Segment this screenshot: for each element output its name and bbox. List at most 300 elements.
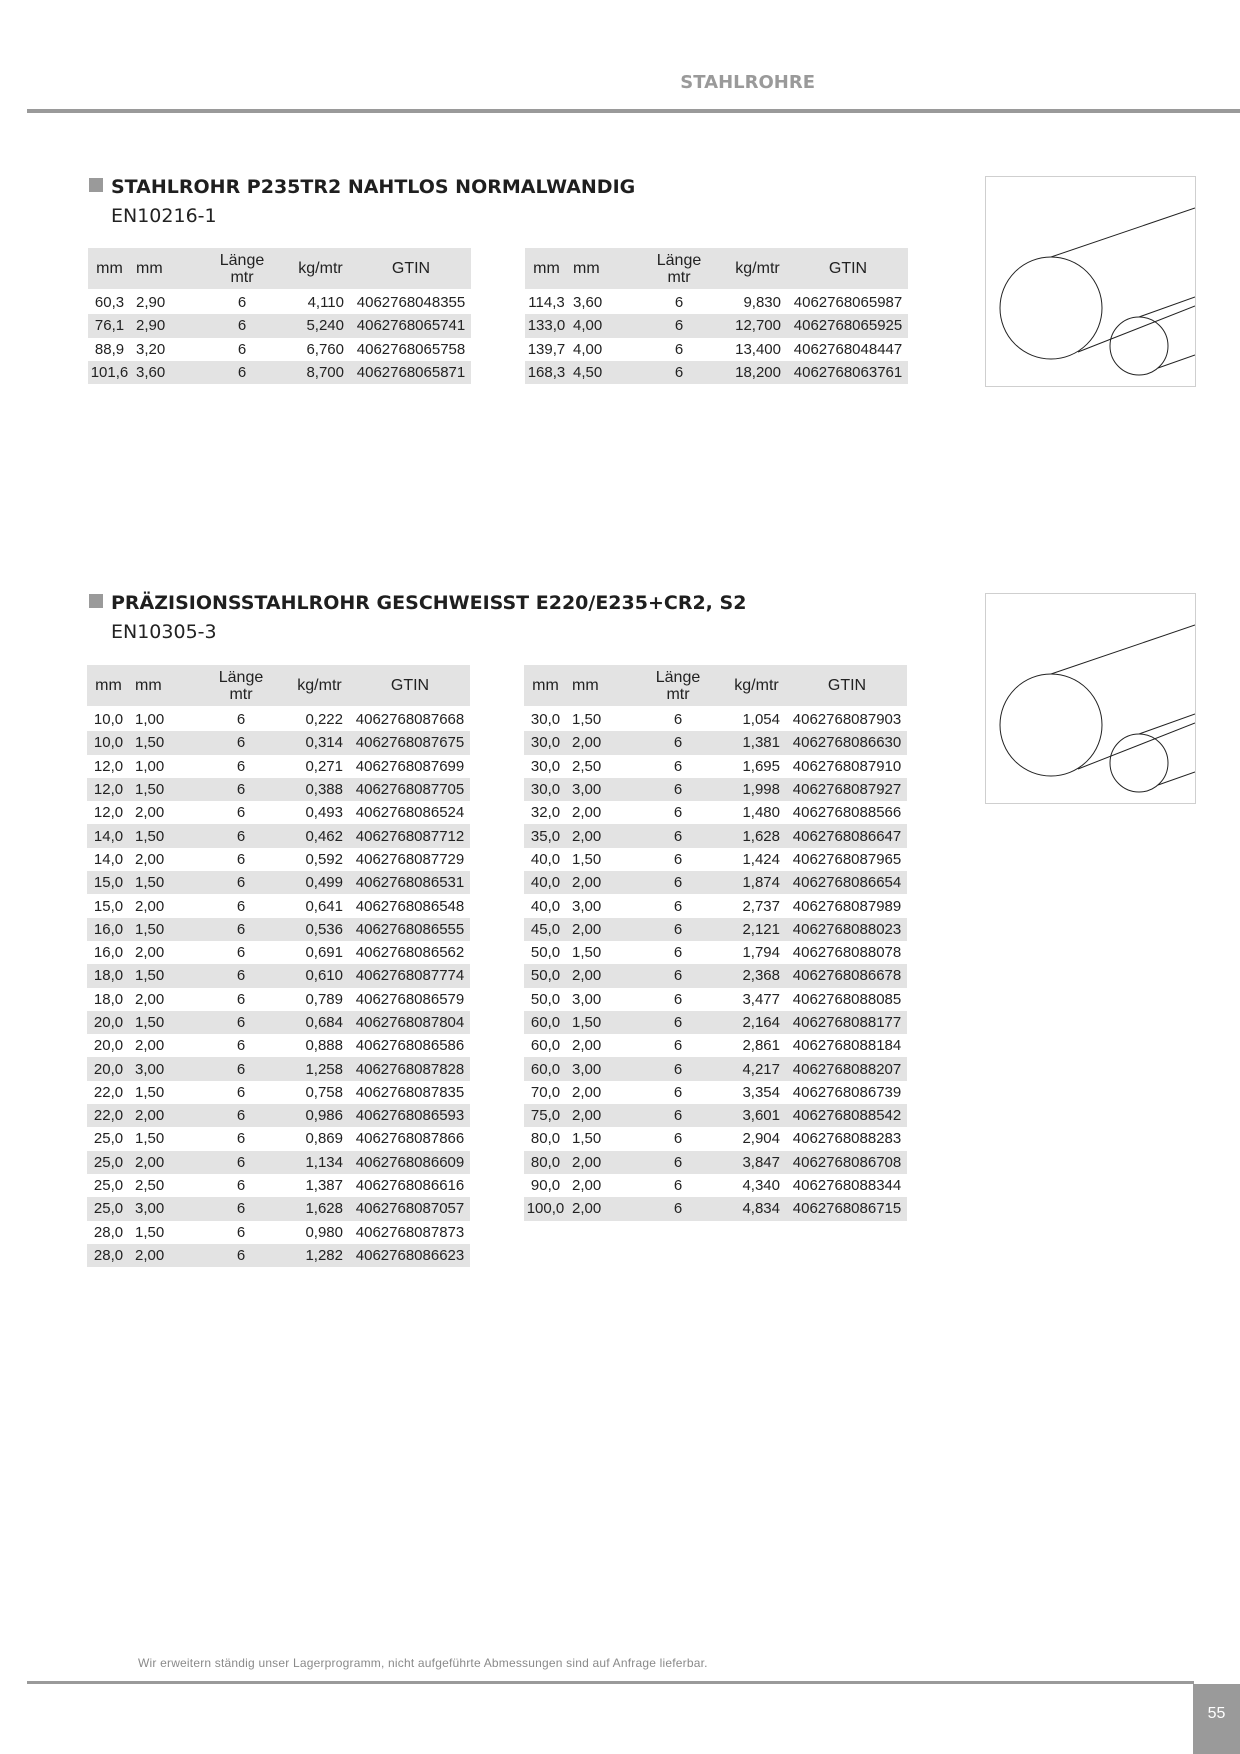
column-header: GTIN — [350, 665, 470, 706]
table-cell: 35,0 — [524, 824, 567, 847]
table-row — [87, 1057, 470, 1080]
table-cell: 6 — [673, 1177, 683, 1195]
table-cell: 2,00 — [135, 804, 165, 822]
table-cell: 40,0 — [530, 897, 561, 915]
table-row — [88, 289, 471, 314]
table-cell: 6 — [236, 711, 246, 729]
table-cell: 4,217 — [726, 1057, 787, 1080]
table-cell: 6 — [673, 850, 683, 868]
column-header: kg/mtr — [290, 248, 351, 289]
table-cell: 0,641 — [305, 897, 343, 915]
table-cell: 2,00 — [567, 1151, 630, 1174]
table-cell: 30,0 — [530, 711, 561, 729]
table-cell: 14,0 — [87, 824, 130, 847]
table-cell: 6 — [236, 1083, 246, 1101]
table-row — [87, 1104, 470, 1127]
table-cell: 114,3 — [528, 294, 565, 312]
table-cell: 6 — [194, 314, 290, 337]
table-row — [87, 706, 470, 731]
table-cell: 28,0 — [87, 1244, 130, 1267]
table-cell: 6 — [674, 340, 684, 358]
table-cell: 15,0 — [87, 871, 130, 894]
table-cell: 0,493 — [305, 804, 343, 822]
column-header: mm — [131, 248, 194, 289]
table-cell: 6 — [630, 1011, 726, 1034]
section-marker-icon — [89, 178, 103, 192]
table-cell: 22,0 — [87, 1104, 130, 1127]
table-cell: 12,700 — [727, 314, 788, 337]
table-cell: 4062768086555 — [350, 918, 470, 941]
table-cell: 0,758 — [305, 1083, 343, 1101]
table-row — [87, 871, 470, 894]
table-row — [87, 824, 470, 847]
column-header: kg/mtr — [727, 248, 788, 289]
column-header: GTIN — [787, 665, 907, 706]
table-cell: 4062768087903 — [792, 711, 902, 729]
table-cell: 2,00 — [130, 1151, 193, 1174]
table-cell: 4062768087774 — [350, 964, 470, 987]
table-cell: 4062768087675 — [350, 731, 470, 754]
table-cell: 2,00 — [572, 1177, 602, 1195]
table-cell: 1,282 — [289, 1244, 350, 1267]
table-cell: 101,6 — [88, 361, 131, 384]
table-cell: 5,240 — [290, 314, 351, 337]
table-cell: 45,0 — [524, 918, 567, 941]
table-cell: 6 — [673, 1083, 683, 1101]
header-divider — [27, 109, 1240, 113]
column-header: mm — [524, 665, 567, 706]
table-cell: 168,3 — [525, 361, 568, 384]
table-cell: 60,0 — [530, 1037, 561, 1055]
table-cell: 6 — [193, 1244, 289, 1267]
table-cell: 2,00 — [567, 871, 630, 894]
pipes-illustration-2 — [985, 593, 1196, 804]
table-cell: 2,861 — [742, 1037, 780, 1055]
table-cell: 18,200 — [727, 361, 788, 384]
table-cell: 4,834 — [726, 1197, 787, 1220]
table-cell: 4062768086609 — [350, 1151, 470, 1174]
table-cell: 6 — [236, 1177, 246, 1195]
table-cell: 3,00 — [130, 1197, 193, 1220]
table-cell: 4062768087712 — [350, 824, 470, 847]
table-cell: 2,00 — [567, 1197, 630, 1220]
table-cell: 4062768087910 — [792, 757, 902, 775]
table-cell: 6 — [631, 314, 727, 337]
table-row — [524, 731, 907, 754]
table-row — [87, 731, 470, 754]
table-cell: 1,50 — [135, 1130, 165, 1148]
table-row — [524, 1081, 907, 1104]
table-cell: 3,00 — [572, 990, 602, 1008]
table-cell: 6 — [630, 1197, 726, 1220]
table-cell: 1,50 — [130, 1011, 193, 1034]
table-cell: 6 — [236, 1037, 246, 1055]
table-cell: 2,90 — [136, 294, 166, 312]
table-cell: 1,50 — [572, 850, 602, 868]
table-row — [87, 964, 470, 987]
table-cell: 13,400 — [735, 340, 781, 358]
table-row — [88, 361, 471, 384]
table-cell: 25,0 — [87, 1151, 130, 1174]
table-cell: 6 — [673, 990, 683, 1008]
table-cell: 4062768088283 — [792, 1130, 902, 1148]
table-cell: 1,054 — [742, 711, 780, 729]
table-cell: 1,50 — [572, 711, 602, 729]
table-cell: 30,0 — [524, 778, 567, 801]
column-header: mm — [567, 665, 630, 706]
table-cell: 25,0 — [93, 1177, 124, 1195]
column-header: mm — [88, 248, 131, 289]
table-cell: 6 — [236, 757, 246, 775]
column-header: mm — [525, 248, 568, 289]
table-cell: 6 — [630, 964, 726, 987]
table-cell: 4,00 — [573, 340, 603, 358]
table-cell: 0,314 — [289, 731, 350, 754]
table-cell: 4062768087729 — [355, 850, 465, 868]
table-cell: 6 — [193, 1057, 289, 1080]
table-cell: 4062768088344 — [792, 1177, 902, 1195]
table-row — [524, 894, 907, 917]
table-header-row — [525, 248, 908, 289]
table-cell: 2,90 — [131, 314, 194, 337]
table-cell: 80,0 — [530, 1130, 561, 1148]
section-2-title-text: PRÄZISIONSSTAHLROHR GESCHWEISST E220/E235+CR2, S2 — [111, 592, 747, 614]
section-marker-icon — [89, 594, 103, 608]
table-row — [524, 918, 907, 941]
table-cell: 6 — [673, 711, 683, 729]
table-cell: 4062768087828 — [350, 1057, 470, 1080]
table-cell: 1,695 — [742, 757, 780, 775]
table-cell: 8,700 — [290, 361, 351, 384]
table-cell: 20,0 — [93, 1037, 124, 1055]
table-cell: 2,00 — [572, 1037, 602, 1055]
table-cell: 0,271 — [305, 757, 343, 775]
table-cell: 6 — [193, 824, 289, 847]
table-cell: 6 — [630, 918, 726, 941]
table-cell: 1,00 — [135, 711, 165, 729]
table-cell: 3,20 — [136, 340, 166, 358]
page-number: 55 — [1193, 1684, 1240, 1754]
section-2-table-right — [524, 665, 907, 1221]
table-cell: 1,50 — [572, 944, 602, 962]
table-row — [87, 918, 470, 941]
table-cell: 9,830 — [743, 294, 781, 312]
table-cell: 4062768086654 — [787, 871, 907, 894]
table-cell: 1,50 — [567, 1011, 630, 1034]
table-cell: 28,0 — [93, 1223, 124, 1241]
table-row — [87, 1221, 470, 1244]
table-cell: 2,00 — [135, 850, 165, 868]
table-cell: 16,0 — [93, 944, 124, 962]
table-cell: 4062768086593 — [350, 1104, 470, 1127]
table-cell: 2,00 — [135, 897, 165, 915]
table-cell: 40,0 — [530, 850, 561, 868]
table-cell: 32,0 — [530, 804, 561, 822]
table-cell: 60,0 — [524, 1011, 567, 1034]
table-row — [87, 894, 470, 917]
table-cell: 4062768088542 — [787, 1104, 907, 1127]
pipes-illustration-icon — [986, 594, 1195, 803]
table-row — [524, 1151, 907, 1174]
table-cell: 6 — [630, 824, 726, 847]
table-row — [524, 941, 907, 964]
table-cell: 3,477 — [742, 990, 780, 1008]
table-row — [524, 848, 907, 871]
section-1-table-left — [88, 248, 471, 384]
table-cell: 6 — [674, 294, 684, 312]
table-cell: 4062768087668 — [355, 711, 465, 729]
table-row — [524, 871, 907, 894]
table-cell: 2,50 — [572, 757, 602, 775]
table-cell: 1,50 — [130, 778, 193, 801]
table-cell: 6 — [193, 871, 289, 894]
table-cell: 4062768088184 — [792, 1037, 902, 1055]
table-row — [87, 988, 470, 1011]
table-cell: 4062768088207 — [787, 1057, 907, 1080]
table-cell: 6 — [193, 1197, 289, 1220]
table-cell: 133,0 — [525, 314, 568, 337]
table-cell: 4062768087804 — [350, 1011, 470, 1034]
table-cell: 6 — [630, 1057, 726, 1080]
column-header: GTIN — [351, 248, 471, 289]
footer-note: Wir erweitern ständig unser Lagerprogramm, nicht aufgeführte Abmessungen sind auf Anfrage lieferbar. — [138, 1656, 708, 1670]
table-cell: 4062768087927 — [787, 778, 907, 801]
section-1-table-right — [525, 248, 908, 384]
table-cell: 4062768087873 — [355, 1223, 465, 1241]
table-cell: 25,0 — [87, 1197, 130, 1220]
table-cell: 6 — [237, 340, 247, 358]
table-cell: 2,00 — [567, 964, 630, 987]
table-cell: 2,00 — [135, 944, 165, 962]
table-cell: 10,0 — [93, 711, 124, 729]
table-cell: 4062768087835 — [355, 1083, 465, 1101]
table-cell: 75,0 — [524, 1104, 567, 1127]
table-cell: 1,50 — [130, 731, 193, 754]
table-cell: 2,00 — [135, 1037, 165, 1055]
table-row — [524, 1011, 907, 1034]
column-header: Länge mtr — [194, 248, 290, 289]
table-row — [525, 338, 908, 361]
table-cell: 4062768086616 — [355, 1177, 465, 1195]
table-row — [88, 314, 471, 337]
page-header-title: STAHLROHRE — [680, 72, 815, 93]
table-cell: 15,0 — [93, 897, 124, 915]
table-cell: 2,00 — [572, 804, 602, 822]
table-row — [525, 361, 908, 384]
table-cell: 4062768086739 — [792, 1083, 902, 1101]
table-cell: 0,592 — [305, 850, 343, 868]
table-row — [87, 1127, 470, 1150]
table-cell: 2,00 — [135, 990, 165, 1008]
table-cell: 4062768088085 — [792, 990, 902, 1008]
section-1-title — [89, 176, 635, 198]
table-cell: 6 — [236, 897, 246, 915]
table-cell: 4062768088566 — [792, 804, 902, 822]
table-cell: 20,0 — [87, 1057, 130, 1080]
table-cell: 4,110 — [307, 294, 344, 312]
table-cell: 4062768086562 — [355, 944, 465, 962]
table-row — [87, 1244, 470, 1267]
table-cell: 16,0 — [87, 918, 130, 941]
table-cell: 1,381 — [726, 731, 787, 754]
table-cell: 4062768065871 — [351, 361, 471, 384]
table-cell: 0,388 — [289, 778, 350, 801]
table-cell: 12,0 — [93, 757, 124, 775]
table-cell: 6 — [194, 361, 290, 384]
table-cell: 4062768086586 — [355, 1037, 465, 1055]
column-header: mm — [130, 665, 193, 706]
table-row — [88, 338, 471, 361]
table-cell: 14,0 — [93, 850, 124, 868]
table-cell: 50,0 — [530, 944, 561, 962]
table-cell: 4062768086579 — [355, 990, 465, 1008]
table-row — [524, 1104, 907, 1127]
table-cell: 2,00 — [567, 731, 630, 754]
table-cell: 4062768087866 — [355, 1130, 465, 1148]
column-header: mm — [568, 248, 631, 289]
table-cell: 4062768086531 — [350, 871, 470, 894]
table-cell: 70,0 — [530, 1083, 561, 1101]
table-cell: 2,368 — [726, 964, 787, 987]
table-cell: 1,50 — [135, 1223, 165, 1241]
table-cell: 6 — [193, 778, 289, 801]
table-row — [524, 1174, 907, 1197]
table-cell: 4062768048355 — [356, 294, 466, 312]
table-cell: 6 — [673, 1037, 683, 1055]
table-cell: 6 — [193, 731, 289, 754]
table-row — [524, 988, 907, 1011]
table-cell: 2,164 — [726, 1011, 787, 1034]
table-cell: 6 — [631, 361, 727, 384]
table-cell: 6 — [193, 1151, 289, 1174]
table-cell: 6 — [236, 1223, 246, 1241]
table-cell: 1,50 — [130, 918, 193, 941]
table-cell: 4062768087989 — [792, 897, 902, 915]
table-cell: 2,00 — [130, 1244, 193, 1267]
table-cell: 90,0 — [530, 1177, 561, 1195]
table-row — [525, 314, 908, 337]
table-cell: 6 — [193, 1011, 289, 1034]
table-cell: 1,50 — [130, 964, 193, 987]
table-cell: 3,00 — [130, 1057, 193, 1080]
table-cell: 3,00 — [572, 897, 602, 915]
table-row — [524, 778, 907, 801]
table-cell: 0,888 — [305, 1037, 343, 1055]
table-cell: 4062768088177 — [787, 1011, 907, 1034]
table-row — [524, 706, 907, 731]
table-cell: 4062768086548 — [355, 897, 465, 915]
table-cell: 6 — [673, 757, 683, 775]
table-cell: 6 — [236, 850, 246, 868]
table-cell: 6 — [630, 871, 726, 894]
table-cell: 4062768086708 — [787, 1151, 907, 1174]
table-cell: 1,258 — [289, 1057, 350, 1080]
table-row — [524, 1057, 907, 1080]
table-cell: 4062768086678 — [787, 964, 907, 987]
table-cell: 4,50 — [568, 361, 631, 384]
pipes-illustration-icon — [986, 177, 1195, 386]
table-cell: 0,869 — [305, 1130, 343, 1148]
column-header: GTIN — [788, 248, 908, 289]
table-cell: 0,986 — [289, 1104, 350, 1127]
table-row — [87, 1174, 470, 1197]
table-cell: 3,601 — [726, 1104, 787, 1127]
pipes-illustration-1 — [985, 176, 1196, 387]
table-cell: 4062768048447 — [793, 340, 903, 358]
table-cell: 0,462 — [289, 824, 350, 847]
table-cell: 1,134 — [289, 1151, 350, 1174]
column-header: kg/mtr — [726, 665, 787, 706]
table-cell: 20,0 — [87, 1011, 130, 1034]
table-cell: 6 — [630, 1104, 726, 1127]
table-cell: 88,9 — [94, 340, 125, 358]
table-row — [524, 801, 907, 824]
table-cell: 6 — [630, 778, 726, 801]
table-cell: 0,691 — [305, 944, 343, 962]
table-cell: 6 — [673, 1130, 683, 1148]
table-row — [87, 1011, 470, 1034]
table-row — [87, 1034, 470, 1057]
table-cell: 6 — [193, 1104, 289, 1127]
table-row — [87, 848, 470, 871]
table-cell: 4062768088023 — [787, 918, 907, 941]
table-cell: 1,480 — [742, 804, 780, 822]
table-cell: 6 — [673, 944, 683, 962]
table-cell: 1,50 — [130, 871, 193, 894]
table-cell: 6 — [236, 990, 246, 1008]
table-cell: 4062768086715 — [787, 1197, 907, 1220]
table-cell: 1,628 — [726, 824, 787, 847]
table-row — [87, 1197, 470, 1220]
table-cell: 0,789 — [305, 990, 343, 1008]
table-row — [524, 1197, 907, 1220]
table-cell: 18,0 — [87, 964, 130, 987]
table-cell: 2,00 — [567, 1104, 630, 1127]
table-cell: 3,60 — [573, 294, 603, 312]
table-cell: 4062768086623 — [350, 1244, 470, 1267]
table-row — [524, 1127, 907, 1150]
table-cell: 4062768086630 — [787, 731, 907, 754]
table-cell: 3,00 — [567, 1057, 630, 1080]
section-2-table-left — [87, 665, 470, 1267]
table-cell: 4062768065925 — [788, 314, 908, 337]
table-cell: 30,0 — [530, 757, 561, 775]
table-cell: 1,628 — [289, 1197, 350, 1220]
table-cell: 4062768087699 — [355, 757, 465, 775]
table-cell: 6 — [237, 294, 247, 312]
table-cell: 6 — [193, 964, 289, 987]
table-cell: 4062768065987 — [793, 294, 903, 312]
table-cell: 4,00 — [568, 314, 631, 337]
table-cell: 2,00 — [567, 918, 630, 941]
section-2-title — [89, 592, 746, 614]
column-header: Länge mtr — [630, 665, 726, 706]
table-cell: 3,00 — [567, 778, 630, 801]
table-cell: 0,980 — [305, 1223, 343, 1241]
table-cell: 4062768086524 — [355, 804, 465, 822]
table-cell: 12,0 — [87, 778, 130, 801]
table-cell: 2,904 — [742, 1130, 780, 1148]
column-header: mm — [87, 665, 130, 706]
table-cell: 4062768087057 — [350, 1197, 470, 1220]
table-cell: 1,874 — [726, 871, 787, 894]
table-row — [87, 1151, 470, 1174]
table-row — [87, 941, 470, 964]
table-cell: 6 — [236, 1130, 246, 1148]
table-cell: 0,222 — [305, 711, 343, 729]
table-cell: 6 — [236, 944, 246, 962]
table-cell: 1,424 — [742, 850, 780, 868]
